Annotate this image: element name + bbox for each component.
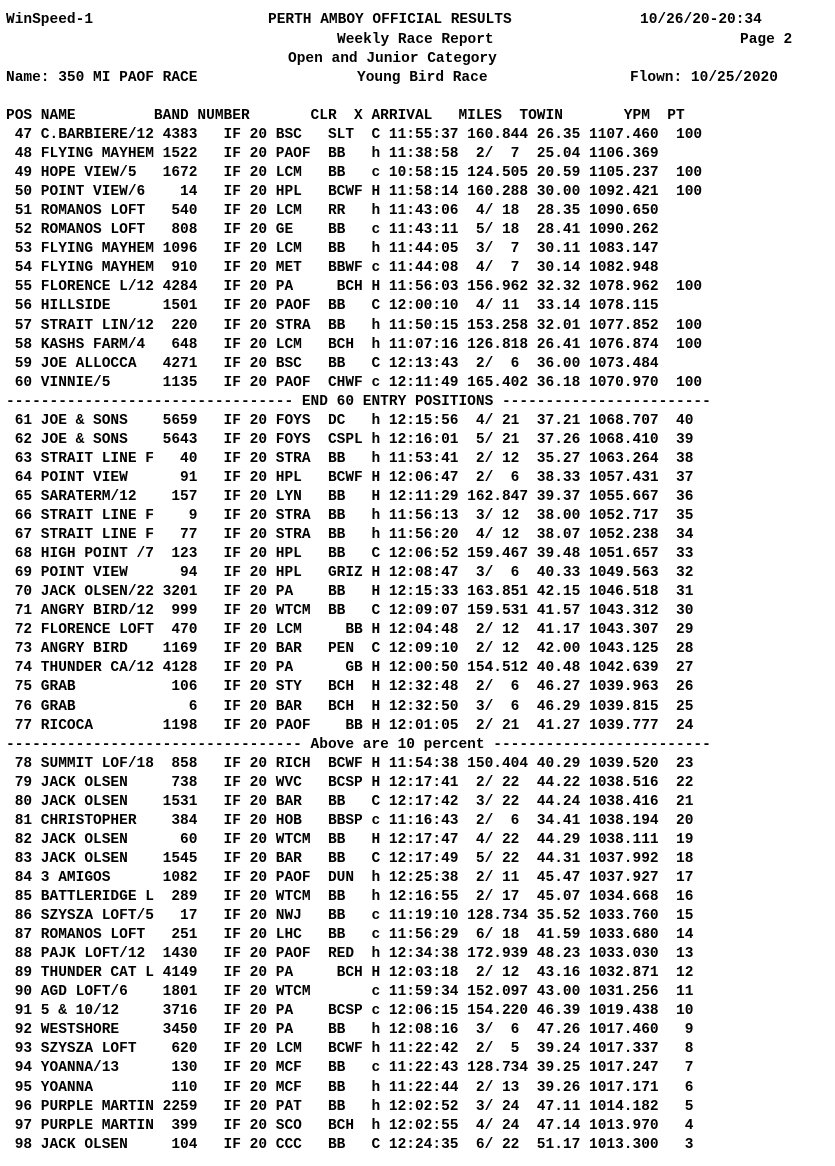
result-row: 65 SARATERM/12 157 IF 20 LYN BB H 12:11:29 162.847 39.37 1055.667 36 [6, 488, 694, 505]
result-row: 80 JACK OLSEN 1531 IF 20 BAR BB C 12:17:42 3/ 22 44.24 1038.416 21 [6, 793, 694, 810]
result-row: 81 CHRISTOPHER 384 IF 20 HOB BBSP c 11:16:43 2/ 6 34.41 1038.194 20 [6, 812, 694, 829]
result-row: 75 GRAB 106 IF 20 STY BCH H 12:32:48 2/ 6 46.27 1039.963 26 [6, 679, 694, 696]
result-row: 57 STRAIT LIN/12 220 IF 20 STRA BB h 11:50:15 153.258 32.01 1077.852 100 [6, 317, 703, 334]
result-row: 72 FLORENCE LOFT 470 IF 20 LCM BB H 12:04:48 2/ 12 41.17 1043.307 29 [6, 622, 694, 639]
result-row: 97 PURPLE MARTIN 399 IF 20 SCO BCH h 12:02:55 4/ 24 47.14 1013.970 4 [6, 1117, 694, 1134]
flown-date: Flown: 10/25/2020 [630, 70, 778, 86]
result-row: 79 JACK OLSEN 738 IF 20 WVC BCSP H 12:17:41 2/ 22 44.22 1038.516 22 [6, 774, 694, 791]
report-title: Weekly Race Report [337, 32, 494, 48]
result-row: 62 JOE & SONS 5643 IF 20 FOYS CSPL h 12:16:01 5/ 21 37.26 1068.410 39 [6, 431, 694, 448]
result-row: 47 C.BARBIERE/12 4383 IF 20 BSC SLT C 11:55:37 160.844 26.35 1107.460 100 [6, 127, 703, 143]
org-title: PERTH AMBOY OFFICIAL RESULTS [268, 12, 512, 28]
page-number: Page 2 [740, 32, 793, 48]
result-row: 91 5 & 10/12 3716 IF 20 PA BCSP c 12:06:15 154.220 46.39 1019.438 10 [6, 1003, 694, 1020]
result-row: 73 ANGRY BIRD 1169 IF 20 BAR PEN C 12:09:10 2/ 12 42.00 1043.125 28 [6, 641, 694, 658]
result-row: 60 VINNIE/5 1135 IF 20 PAOF CHWF c 12:11:49 165.402 36.18 1070.970 100 [6, 374, 703, 391]
result-row: 86 SZYSZA LOFT/5 17 IF 20 NWJ BB c 11:19:10 128.734 35.52 1033.760 15 [6, 908, 694, 925]
result-row: 90 AGD LOFT/6 1801 IF 20 WTCM c 11:59:34 152.097 43.00 1031.256 11 [6, 984, 694, 1001]
result-row: 55 FLORENCE L/12 4284 IF 20 PA BCH H 11:56:03 156.962 32.32 1078.962 100 [6, 279, 703, 296]
result-row: 58 KASHS FARM/4 648 IF 20 LCM BCH h 11:07:16 126.818 26.41 1076.874 100 [6, 336, 703, 353]
result-row: 84 3 AMIGOS 1082 IF 20 PAOF DUN h 12:25:38 2/ 11 45.47 1037.927 17 [6, 869, 694, 886]
result-row: 71 ANGRY BIRD/12 999 IF 20 WTCM BB C 12:09:07 159.531 41.57 1043.312 30 [6, 603, 694, 620]
result-row: 69 POINT VIEW 94 IF 20 HPL GRIZ H 12:08:47 3/ 6 40.33 1049.563 32 [6, 565, 694, 582]
race-name: Name: 350 MI PAOF RACE [6, 70, 198, 86]
result-row: 67 STRAIT LINE F 77 IF 20 STRA BB h 11:56:20 4/ 12 38.07 1052.238 34 [6, 527, 694, 544]
race-type: Young Bird Race [357, 70, 488, 86]
result-row: 93 SZYSZA LOFT 620 IF 20 LCM BCWF h 11:22:42 2/ 5 39.24 1017.337 8 [6, 1041, 694, 1058]
result-row: 48 FLYING MAYHEM 1522 IF 20 PAOF BB h 11:38:58 2/ 7 25.04 1106.369 [6, 146, 659, 163]
result-row: 52 ROMANOS LOFT 808 IF 20 GE BB c 11:43:11 5/ 18 28.41 1090.262 [6, 222, 659, 239]
result-row: 85 BATTLERIDGE L 289 IF 20 WTCM BB h 12:16:55 2/ 17 45.07 1034.668 16 [6, 889, 694, 905]
result-row: 56 HILLSIDE 1501 IF 20 PAOF BB C 12:00:10 4/ 11 33.14 1078.115 [6, 298, 659, 315]
result-row: 61 JOE & SONS 5659 IF 20 FOYS DC h 12:15:56 4/ 21 37.21 1068.707 40 [6, 412, 694, 429]
result-row: 63 STRAIT LINE F 40 IF 20 STRA BB h 11:53:41 2/ 12 35.27 1063.264 38 [6, 450, 694, 467]
result-row: 59 JOE ALLOCCA 4271 IF 20 BSC BB C 12:13:43 2/ 6 36.00 1073.484 [6, 355, 659, 372]
result-row: 66 STRAIT LINE F 9 IF 20 STRA BB h 11:56:13 3/ 12 38.00 1052.717 35 [6, 508, 694, 524]
report-timestamp: 10/26/20-20:34 [640, 12, 762, 28]
result-row: 95 YOANNA 110 IF 20 MCF BB h 11:22:44 2/ 13 39.26 1017.171 6 [6, 1079, 694, 1096]
result-row: 89 THUNDER CAT L 4149 IF 20 PA BCH H 12:03:18 2/ 12 43.16 1032.871 12 [6, 965, 694, 982]
section-separator: --------------------------------- END 60 ENTRY POSITIONS ------------------------ [6, 393, 711, 410]
result-row: 50 POINT VIEW/6 14 IF 20 HPL BCWF H 11:58:14 160.288 30.00 1092.421 100 [6, 184, 703, 201]
result-row: 96 PURPLE MARTIN 2259 IF 20 PAT BB h 12:02:52 3/ 24 47.11 1014.182 5 [6, 1098, 694, 1115]
section-separator: ---------------------------------- Above are 10 percent ------------------------- [6, 736, 711, 753]
column-headers: POS NAME BAND NUMBER CLR X ARRIVAL MILES TOWIN YPM PT [6, 108, 685, 124]
result-row: 70 JACK OLSEN/22 3201 IF 20 PA BB H 12:15:33 163.851 42.15 1046.518 31 [6, 584, 694, 601]
result-row: 64 POINT VIEW 91 IF 20 HPL BCWF H 12:06:47 2/ 6 38.33 1057.431 37 [6, 469, 694, 486]
result-row: 88 PAJK LOFT/12 1430 IF 20 PAOF RED h 12:34:38 172.939 48.23 1033.030 13 [6, 946, 694, 963]
result-row: 53 FLYING MAYHEM 1096 IF 20 LCM BB h 11:44:05 3/ 7 30.11 1083.147 [6, 241, 659, 258]
result-row: 82 JACK OLSEN 60 IF 20 WTCM BB H 12:17:47 4/ 22 44.29 1038.111 19 [6, 831, 694, 848]
result-row: 92 WESTSHORE 3450 IF 20 PA BB h 12:08:16 3/ 6 47.26 1017.460 9 [6, 1022, 694, 1039]
result-row: 68 HIGH POINT /7 123 IF 20 HPL BB C 12:06:52 159.467 39.48 1051.657 33 [6, 546, 694, 563]
result-row: 54 FLYING MAYHEM 910 IF 20 MET BBWF c 11:44:08 4/ 7 30.14 1082.948 [6, 260, 659, 277]
result-row: 76 GRAB 6 IF 20 BAR BCH H 12:32:50 3/ 6 46.29 1039.815 25 [6, 698, 694, 715]
result-row: 78 SUMMIT LOF/18 858 IF 20 RICH BCWF H 11:54:38 150.404 40.29 1039.520 23 [6, 755, 694, 772]
result-row: 49 HOPE VIEW/5 1672 IF 20 LCM BB c 10:58:15 124.505 20.59 1105.237 100 [6, 165, 703, 182]
software-name: WinSpeed-1 [6, 12, 94, 28]
result-row: 51 ROMANOS LOFT 540 IF 20 LCM RR h 11:43:06 4/ 18 28.35 1090.650 [6, 203, 659, 220]
result-row: 94 YOANNA/13 130 IF 20 MCF BB c 11:22:43 128.734 39.25 1017.247 7 [6, 1060, 694, 1077]
result-row: 87 ROMANOS LOFT 251 IF 20 LHC BB c 11:56:29 6/ 18 41.59 1033.680 14 [6, 927, 694, 944]
result-row: 83 JACK OLSEN 1545 IF 20 BAR BB C 12:17:49 5/ 22 44.31 1037.992 18 [6, 850, 694, 867]
result-row: 98 JACK OLSEN 104 IF 20 CCC BB C 12:24:35 6/ 22 51.17 1013.300 3 [6, 1136, 694, 1153]
result-row: 74 THUNDER CA/12 4128 IF 20 PA GB H 12:00:50 154.512 40.48 1042.639 27 [6, 660, 694, 677]
category-title: Open and Junior Category [288, 51, 497, 67]
result-row: 77 RICOCA 1198 IF 20 PAOF BB H 12:01:05 2/ 21 41.27 1039.777 24 [6, 717, 694, 734]
